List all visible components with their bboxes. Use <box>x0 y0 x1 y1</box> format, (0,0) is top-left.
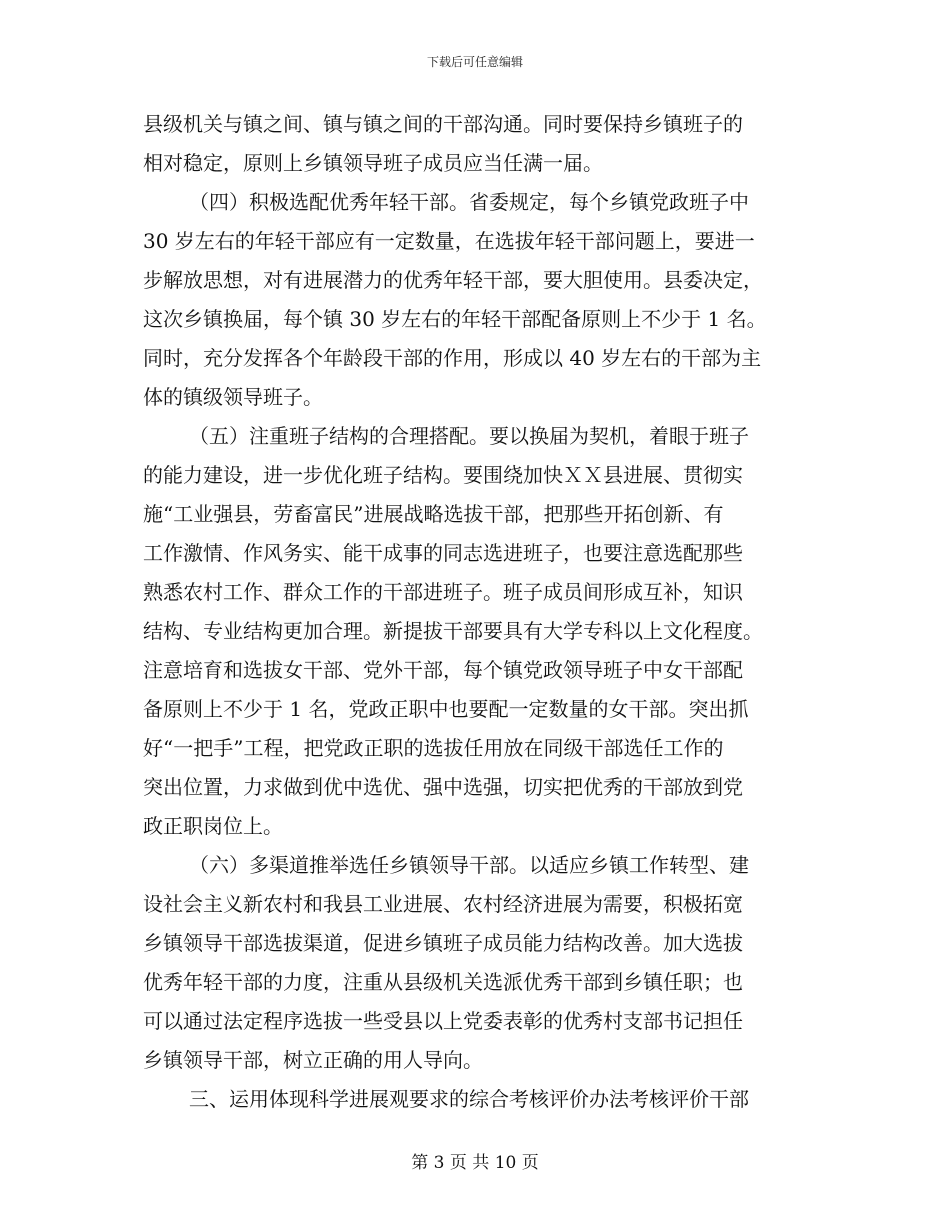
text-line: 体的镇级领导班子。 <box>143 385 323 409</box>
text-line: 县级机关与镇之间、镇与镇之间的干部沟通。同时要保持乡镇班子的 <box>143 112 743 136</box>
text-line: 注意培育和选拔女干部、党外干部，每个镇党政领导班子中女干部配 <box>143 658 743 682</box>
text-line: 工作激情、作风务实、能干成事的同志选进班子，也要注意选配那些 <box>143 541 743 565</box>
text-line: 好“一把手”工程，把党政正职的选拔任用放在同级干部选任工作的 <box>143 736 724 760</box>
text-line: 步解放思想，对有进展潜力的优秀年轻干部，要大胆使用。县委决定， <box>143 268 763 292</box>
paragraph-heading-6: （六）多渠道推举选任乡镇领导干部。以适应乡镇工作转型、建 <box>189 853 749 877</box>
text-line: 30 岁左右的年轻干部应有一定数量，在选拔年轻干部问题上，要进一 <box>143 229 755 253</box>
paragraph-heading-4: （四）积极选配优秀年轻干部。省委规定，每个乡镇党政班子中 <box>189 190 749 214</box>
paragraph-heading-5: （五）注重班子结构的合理搭配。要以换届为契机，着眼于班子 <box>189 424 749 448</box>
text-line: 施“工业强县，劳畜富民”进展战略选拔干部，把那些开拓创新、有 <box>143 502 724 526</box>
section-heading-3: 三、运用体现科学进展观要求的综合考核评价办法考核评价干部 <box>189 1087 749 1111</box>
text-line: 设社会主义新农村和我县工业进展、农村经济进展为需要，积极拓宽 <box>143 892 743 916</box>
text-line: 突出位置，力求做到优中选优、强中选强，切实把优秀的干部放到党 <box>143 775 743 799</box>
text-line: 可以通过法定程序选拔一些受县以上党委表彰的优秀村支部书记担任 <box>143 1009 743 1033</box>
text-line: 这次乡镇换届，每个镇 30 岁左右的年轻干部配备原则上不少于 1 名。 <box>143 307 767 331</box>
body-text <box>143 105 808 1119</box>
text-line: 乡镇领导干部选拔渠道，促进乡镇班子成员能力结构改善。加大选拔 <box>143 931 743 955</box>
text-line: 政正职岗位上。 <box>143 814 283 838</box>
page-number-footer: 第 3 页 共 10 页 <box>411 1153 539 1173</box>
text-line: 结构、专业结构更加合理。新提拔干部要具有大学专科以上文化程度。 <box>143 619 763 643</box>
text-line: 同时，充分发挥各个年龄段干部的作用，形成以 40 岁左右的干部为主 <box>143 346 762 370</box>
text-line: 相对稳定，原则上乡镇领导班子成员应当任满一届。 <box>143 151 603 175</box>
text-line: 的能力建设，进一步优化班子结构。要围绕加快ＸＸ县进展、贯彻实 <box>143 463 743 487</box>
text-line: 优秀年轻干部的力度，注重从县级机关选派优秀干部到乡镇任职；也 <box>143 970 743 994</box>
text-line: 乡镇领导干部，树立正确的用人导向。 <box>143 1048 483 1072</box>
text-line: 熟悉农村工作、群众工作的干部进班子。班子成员间形成互补，知识 <box>143 580 743 604</box>
page-header: 下载后可任意编辑 <box>426 55 523 69</box>
text-line: 备原则上不少于 1 名，党政正职中也要配一定数量的女干部。突出抓 <box>143 697 749 721</box>
